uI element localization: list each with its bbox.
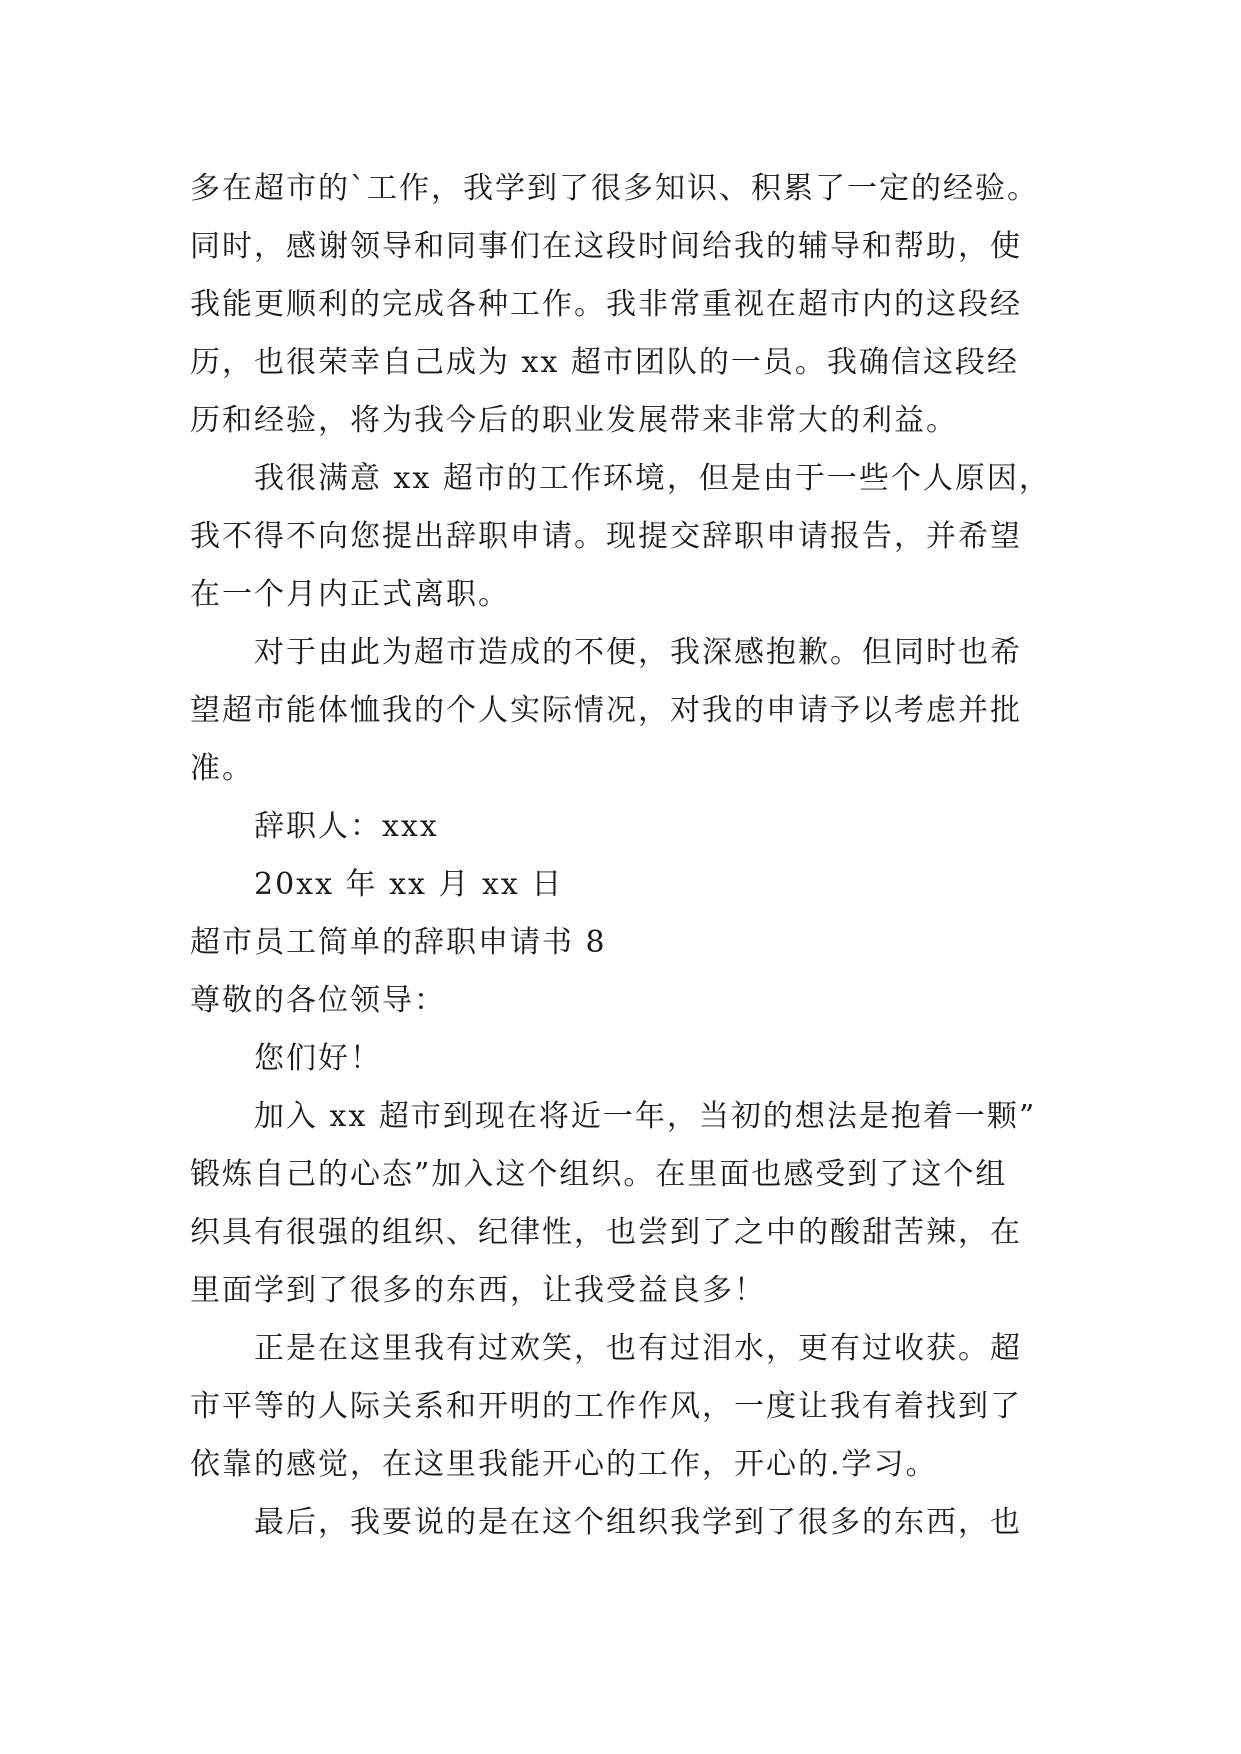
section-title: 超市员工简单的辞职申请书 8: [190, 925, 607, 960]
text-line: 同时，感谢领导和同事们在这段时间给我的辅导和帮助，使: [190, 229, 1022, 264]
text-line: 历，也很荣幸自己成为 xx 超市团队的一员。我确信这段经: [190, 345, 1019, 380]
greeting: 您们好！: [254, 1041, 382, 1076]
text-line: 多在超市的`工作，我学到了很多知识、积累了一定的经验。: [190, 171, 1039, 206]
text-line: 依靠的感觉，在这里我能开心的工作，开心的.学习。: [190, 1447, 938, 1482]
salutation: 尊敬的各位领导：: [190, 983, 446, 1018]
paragraph-start-line: 正是在这里我有过欢笑，也有过泪水，更有过收获。超: [254, 1331, 1022, 1366]
text-line: 锻炼自己的心态”加入这个组织。在里面也感受到了这个组: [190, 1157, 1008, 1192]
text-line: 望超市能体恤我的个人实际情况，对我的申请予以考虑并批: [190, 693, 1022, 728]
document-body: [190, 160, 1070, 1552]
text-line: 准。: [190, 751, 254, 786]
text-line: 我不得不向您提出辞职申请。现提交辞职申请报告，并希望: [190, 519, 1022, 554]
text-line: 历和经验，将为我今后的职业发展带来非常大的利益。: [190, 403, 958, 438]
paragraph-start-line: 加入 xx 超市到现在将近一年，当初的想法是抱着一颗”: [254, 1099, 1037, 1134]
text-line: 我能更顺利的完成各种工作。我非常重视在超市内的这段经: [190, 287, 1022, 322]
paragraph-start-line: 我很满意 xx 超市的工作环境，但是由于一些个人原因，: [254, 461, 1051, 496]
paragraph-start-line: 对于由此为超市造成的不便，我深感抱歉。但同时也希: [254, 635, 1022, 670]
text-line: 在一个月内正式离职。: [190, 577, 510, 612]
date-line: 20xx 年 xx 月 xx 日: [254, 867, 564, 902]
text-line: 里面学到了很多的东西，让我受益良多！: [190, 1273, 766, 1308]
text-line: 市平等的人际关系和开明的工作作风，一度让我有着找到了: [190, 1389, 1022, 1424]
text-line: 织具有很强的组织、纪律性，也尝到了之中的酸甜苦辣，在: [190, 1215, 1022, 1250]
signature-line: 辞职人：xxx: [254, 809, 439, 844]
paragraph-start-line: 最后，我要说的是在这个组织我学到了很多的东西，也: [254, 1505, 1022, 1540]
